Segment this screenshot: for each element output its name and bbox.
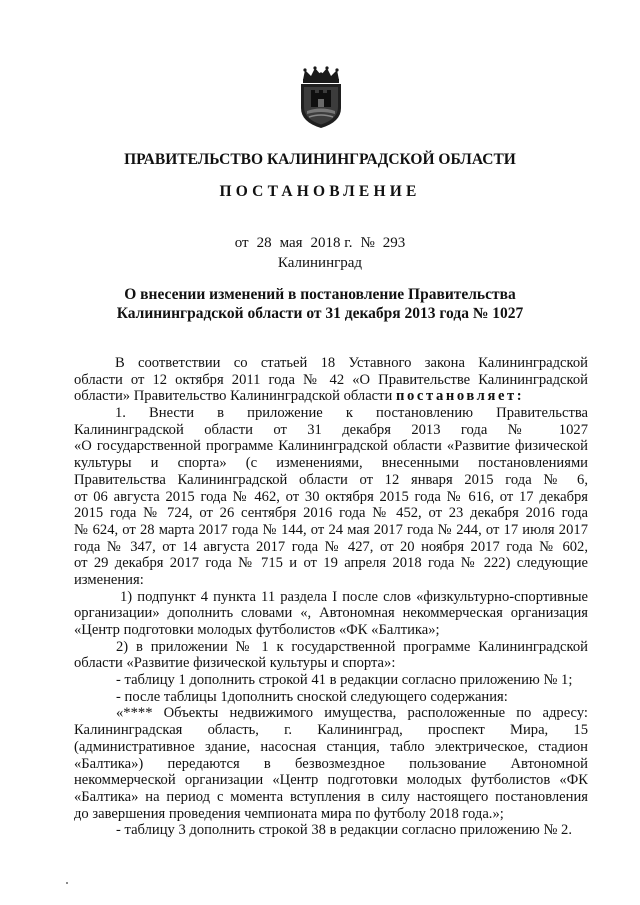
date-year: 2018 г. [310,235,353,251]
body-line: «Балтика» на период с момента вступления в силу настоящего постановления [74,788,588,805]
body-line: некоммерческой организации «Центр подготовки молодых футболистов «ФК [74,772,588,789]
body-line: - после таблицы 1дополнить сноской следующего содержания: [116,688,508,705]
city-name: Калининград [277,255,363,271]
number-sign: № [360,235,375,251]
body-line: культуры и спорта» (с изменениями, внесенными постановлениями [74,455,588,472]
body-line: - таблицу 1 дополнить строкой 41 в редакции согласно приложению № 1; [116,672,573,689]
body-line: от 29 декабря 2017 года № 715 и от 19 апреля 2018 года № 222) следующие [74,555,588,572]
body-line: года № 347, от 14 августа 2017 года № 427, от 20 ноября 2017 года № 602, [74,538,588,555]
date-line [0,235,640,252]
body-line: 1) подпункт 4 пункта 11 раздела I после слов «физкультурно-спортивные [120,588,588,605]
body-line: Правительства Калининградской области от 12 января 2015 года № 6, [74,471,588,488]
document-number: 293 [382,235,406,251]
body-line: области от 12 октября 2011 года № 42 «О Правительстве Калининградской [74,371,588,388]
body-line: до завершения проведения чемпионата мира по футболу 2018 года.»; [74,805,504,822]
title-line: О внесении изменений в постановление Правительства [124,286,516,303]
body-line: (административное здание, насосная станция, табло электрическое, стадион [74,738,588,755]
document-type: ПОСТАНОВЛЕНИЕ [219,183,421,200]
resolves-word: постановляет: [396,388,525,405]
date-month: мая [279,235,303,251]
document-body [74,355,588,839]
date-prefix: от [234,235,249,251]
body-line: Калининградская область, г. Калининград, проспект Мира, 15 [74,722,588,739]
body-line: В соответствии со статьей 18 Уставного закона Калининградской [115,355,588,371]
body-line: 2) в приложении № 1 к государственной программе Калининградской [116,638,588,655]
body-line: «О государственной программе Калининградской области «Развитие физической [74,438,588,455]
body-line: области «Развитие физической культуры и спорта»: [74,655,396,672]
body-line: «Балтика») передаются в безвозмездное пользование Автономной [74,755,588,772]
body-line: 2015 года № 724, от 26 сентября 2016 года № 452, от 23 декабря 2016 года [74,505,588,522]
body-line-text: области» Правительство Калининградской области [74,388,393,405]
body-line [74,388,588,405]
document-title [0,285,640,323]
coat-of-arms-emblem [295,66,347,130]
body-line: 1. Внести в приложение к постановлению Правительства [115,405,588,422]
body-line: № 624, от 28 марта 2017 года № 144, от 24 мая 2017 года № 244, от 17 июля 2017 [74,521,588,538]
scan-speck [66,882,68,884]
body-line: «Центр подготовки молодых футболистов «ФК «Балтика»; [74,622,440,638]
body-line: - таблицу 3 дополнить строкой 38 в редакции согласно приложению № 2. [116,822,572,839]
organization-name: ПРАВИТЕЛЬСТВО КАЛИНИНГРАДСКОЙ ОБЛАСТИ [124,151,516,168]
body-line: Калининградской области от 31 декабря 2013 года № 1027 [74,421,588,438]
date-day: 28 [256,235,272,251]
body-line: изменения: [74,571,144,588]
body-line: организации» дополнить словами «, Автономная некоммерческая организация [74,605,588,622]
title-line: Калининградской области от 31 декабря 2013 года № 1027 [116,305,524,322]
body-line: «**** Объекты недвижимого имущества, расположенные по адресу: [116,705,588,722]
body-line: от 06 августа 2015 года № 462, от 30 октября 2015 года № 616, от 17 декабря [74,488,588,505]
